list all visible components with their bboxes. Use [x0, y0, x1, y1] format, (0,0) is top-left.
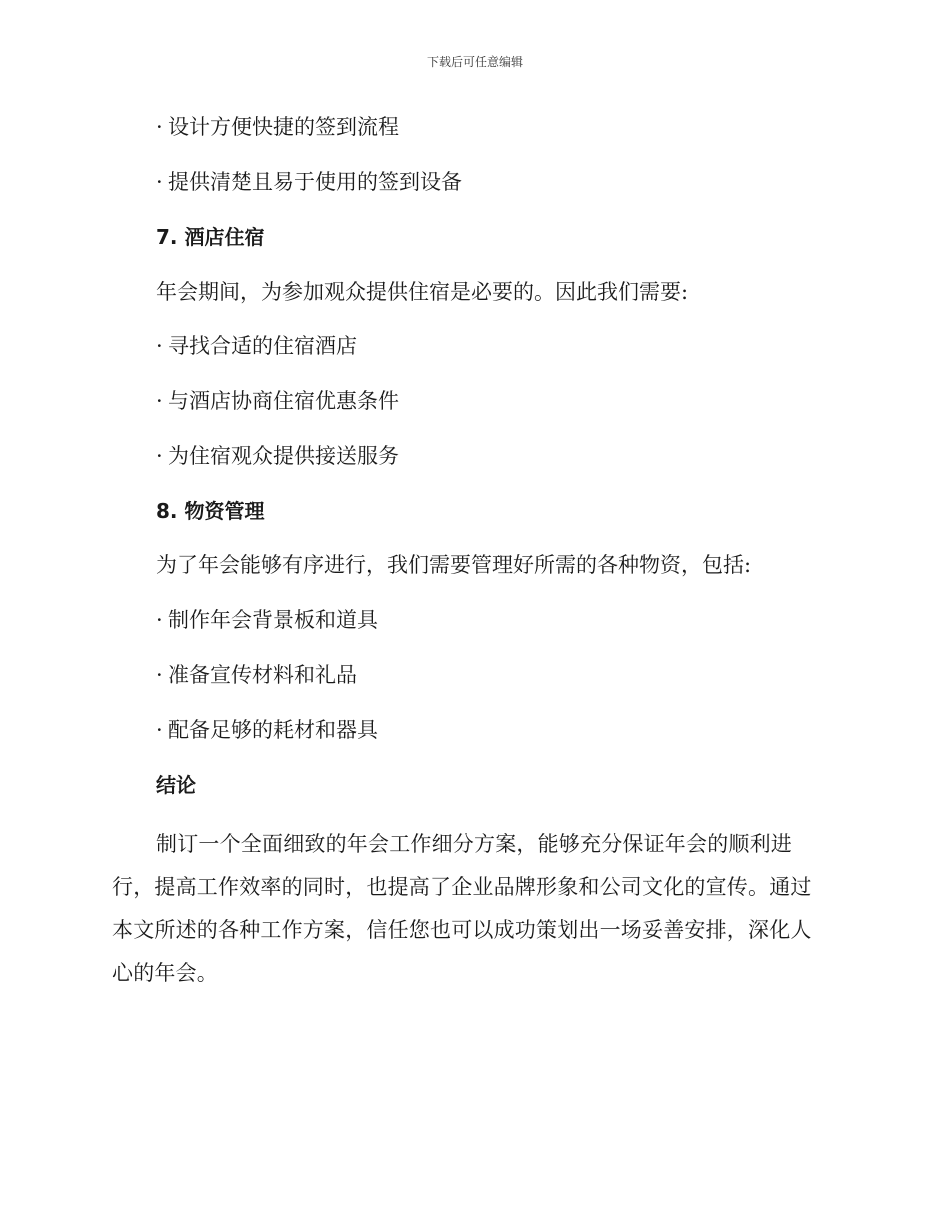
- bullet-item: [156, 716, 378, 744]
- bullet-dot: ·: [156, 608, 163, 632]
- section-heading-materials: 8. 物资管理: [156, 499, 265, 523]
- bullet-item: [156, 387, 399, 415]
- bullet-text: 配备足够的耗材和器具: [168, 718, 378, 742]
- paragraph-hotel-intro: 年会期间，为参加观众提供住宿是必要的。因此我们需要:: [156, 280, 689, 304]
- bullet-item: [156, 661, 357, 689]
- bullet-item: [156, 168, 462, 196]
- bullet-text: 准备宣传材料和礼品: [168, 663, 357, 687]
- bullet-text: 与酒店协商住宿优惠条件: [168, 389, 399, 413]
- paragraph-conclusion: 制订一个全面细致的年会工作细分方案，能够充分保证年会的顺利进行，提高工作效率的同时，也提高了企业品牌形象和公司文化的宣传。通过本文所述的各种工作方案，信任您也可以成功策划出一场妥善安排，深化人心的年会。: [112, 832, 812, 985]
- bullet-text: 制作年会背景板和道具: [168, 608, 378, 632]
- section-heading-hotel: 7. 酒店住宿: [156, 225, 265, 249]
- bullet-text: 提供清楚且易于使用的签到设备: [168, 170, 462, 194]
- bullet-item: [156, 332, 357, 360]
- bullet-dot: ·: [156, 718, 163, 742]
- bullet-dot: ·: [156, 170, 163, 194]
- section-heading-conclusion: 结论: [156, 773, 196, 797]
- page-header: 下载后可任意编辑: [426, 55, 523, 69]
- bullet-dot: ·: [156, 334, 163, 358]
- bullet-item: [156, 442, 399, 470]
- bullet-dot: ·: [156, 663, 163, 687]
- paragraph-materials-intro: 为了年会能够有序进行，我们需要管理好所需的各种物资，包括:: [156, 553, 752, 577]
- bullet-item: [156, 606, 378, 634]
- bullet-dot: ·: [156, 115, 163, 139]
- bullet-text: 为住宿观众提供接送服务: [168, 444, 399, 468]
- bullet-dot: ·: [156, 444, 163, 468]
- bullet-item: [156, 113, 399, 141]
- bullet-dot: ·: [156, 389, 163, 413]
- bullet-text: 设计方便快捷的签到流程: [168, 115, 399, 139]
- bullet-text: 寻找合适的住宿酒店: [168, 334, 357, 358]
